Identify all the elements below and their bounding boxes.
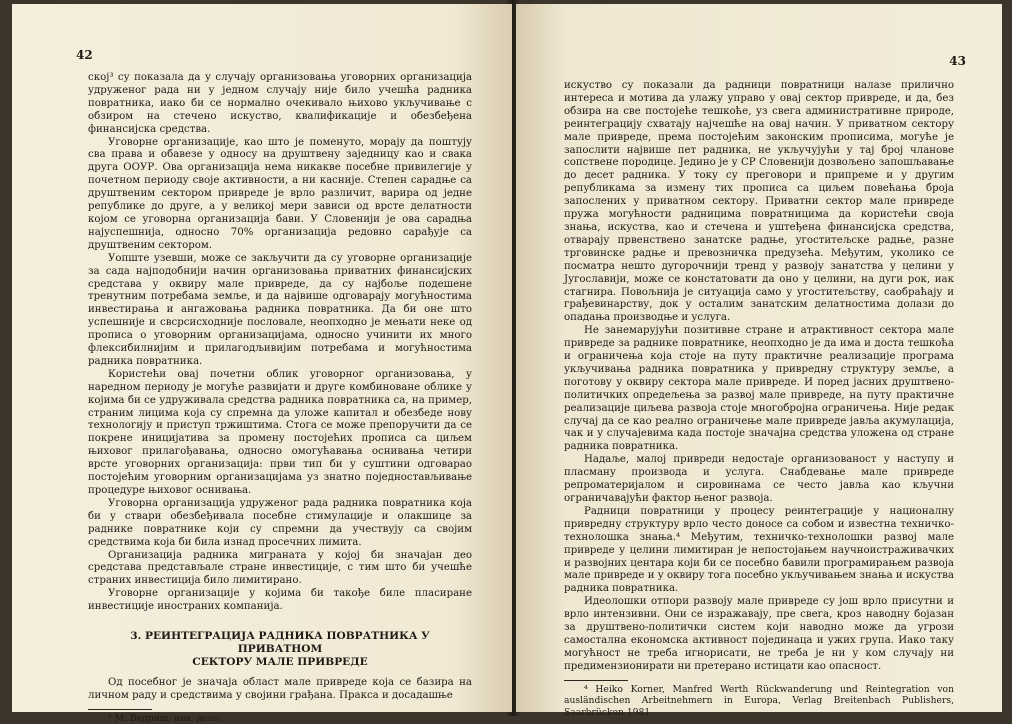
right-paragraph: искуство су показали да радници повратници налазе прилично интереса и мотива да улажу управо у овај сектор привреде, и да, без обзира на све постојеће тешкоће, уз свега административне природе, реинтеграцију схватају најчешће на овај начин. У приватном сектору мале привреде, према постојећим законским прописима, могуће је запослити највише пет радника, не укључујући у тај број чланове сопствене породице. Једино је у СР Словенији дозвољено запошљавање до десет радника. У току су преговори и припреме и у другим републикама за измену тих прописа са циљем повећања броја запослених у приватном сектору. Приватни сектор мале привреде пружа могућности радницима повратницима да користећи своја знања, искуства, као и стечена и уштеђена финансијска средства, отварају првенствено занатске радње, угоститељске радње, разне трговинске радње и превозничка предузећа. Међутим, уколико се посматра нешто дугорочнији тренд у развоју занатства у целини у Југославији, може се констатовати да оно у целини, на дуги рок, иак стагнира. Повољнија је ситуација само у угоститељству, саобраћају и грађевинарству, док у осталим занатским делатностима долази до опадања производње и услуга. [564, 80, 954, 324]
left-paragraph: Уговорна организација удруженог рада радника повратника која би у ствари обезбеђивала посебне стимулације и олакшице за раднике повратнике који су спремни да учествују са својим средствима која би била изнад просечних лимита. [88, 497, 472, 548]
right-footnote: ⁴ Heiko Korner, Manfred Werth Rückwanderung und Reintegration von ausländischen Arbeitnehmern in Europa, Verlag Breitenbach Publishers, Saarbrücken 1981. [564, 683, 954, 718]
right-paragraph: Идеолошки отпори развоју мале привреде су још врло присутни и врло интензивни. Они се изражавају, пре свега, кроз наводну бојазан за друштвено-политички систем који наводно може да угрози самостална економска активност појединаца и ужих група. Иако таку могућност не треба игнорисати, не треба је ни у ком случају ни предимензионирати ни претерано истицати као опасност. [564, 596, 954, 672]
right-paragraph: Радници повратници у процесу реинтеграције у националну привредну структуру врло често доносе са собом и известна техничко-технолошка знања.⁴ Међутим, техничко-технолошки развој мале привреде у целини лимитиран је непостојањем научноистраживачких и развојних центара који би се посебно бавили програмирањем развоја мале привреде и у оквиру тога посебно укључивањем знања и искуства радника повратника. [564, 505, 954, 595]
section-heading-line1: 3. РЕИНТЕГРАЦИЈА РАДНИКА ПОВРАТНИКА У ПРИВАТНОМ [130, 630, 430, 656]
right-paragraph: Надаље, малој привреди недостаје организованост у наступу и пласману производа и услуга. Снабдевање мале привреде репроматеријалом и сировинама се често јавља као кључни ограничавајући фактор њеног развоја. [564, 454, 954, 504]
left-paragraph: ској³ су показала да у случају организовања уговорних организација удруженог рада ни у једном случају није било учешћа радника повратника, иако би се нормално очекивало њихово укључивање с обзиром на стечено искуство, квалификације и обезбеђена финансијска средства. [88, 72, 472, 135]
right-paragraph: Не занемарујући позитивне стране и атрактивност сектора мале привреде за раднике повратнике, неопходно је да има и доста тешкоћа и ограничења која стоје на путу практичне реализације програма укључивања радника повратника у привредну структуру земље, а поготову у оквиру сектора мале привреде. И поред јасних друштвено-политичких опредељења за развој мале привреде, на путу практичне реализације циљева развоја стоје многобројна ограничења. Није редак случај да се као реално ограничење мале привреде јавља акумулација, чак и у случајевима када постоје значајна средства уложена од стране радника повратника. [564, 325, 954, 453]
left-paragraph: Користећи овај почетни облик уговорног организовања, у наредном периоду је могуће развијати и друге комбиноване облике у којима би се удруживала средства радника повратника са, на пример, страним лицима која су спремна да уложе капитал и обезбеде нову технологију и приступ тржиштима. Стога се може препоручити да се покрене иницијатива за промену постојећих прописа са циљем њиховог прилагођавања, односно омогућавања оснивања четири врсте уговорних организација: први тип би у суштини одговарао постојећим уговорним организацијама уз знатно поједностављивање процедуре њиховог оснивања. [88, 368, 472, 496]
footnote-rule [88, 709, 152, 710]
left-text-column [88, 72, 472, 724]
footnote-rule [564, 680, 628, 681]
section-heading-line2: СЕКТОРУ МАЛЕ ПРИВРЕДЕ [192, 656, 368, 669]
right-page-number: 43 [949, 54, 966, 68]
left-paragraph: Уопште узевши, може се закључити да су уговорне организације за сада најподобнији начин организовања приватних финансијских средстава у оквиру мале привреде, да су најбоље подешене тренутним потребама земље, и да највише одговарају могућностима инвестирања и ангажовања радника повратника. Да би оне што успешније и свсрсисходније пословале, неопходно је мењати неке од прописа о уговорним организацијама, односно учинити их много флексибилнијим и прилагодљивијим потребама и могућностима радника повратника. [88, 252, 472, 367]
left-footnote: ³ М. Ведриш, нав. дело. [108, 712, 223, 724]
left-page-number: 42 [76, 48, 93, 62]
left-paragraph: Организација радника миграната у којој би значајан део средстава представљале стране инвестиције, с тим што би учешће страних инвестиција било лимитирано. [88, 549, 472, 587]
left-paragraph: Уговорне организације у којима би такође биле пласиране инвестиције иностраних компанија. [88, 588, 472, 613]
right-page [516, 4, 1002, 718]
section-heading [88, 630, 472, 669]
left-closing-paragraph: Од посебног је значаја област мале привреде која се базира на личном раду и средствима у својини грађана. Пракса и досадашње [88, 677, 472, 701]
left-paragraph: Уговорне организације, као што је поменуто, морају да поштују сва права и обавезе у односу на друштвену заједницу као и свака друга ООУР. Ова организација нема никакве посебне привилегије у почетном периоду своје активности, а ни касније. Степен сарадње са друштвеним сектором привреде је врло различит, варира од једне републике до друге, а у великој мери зависи од врсте делатности којом се уговорна организација бави. У Словенији је ова сарадња најуспешнија, односно 70% организација редовно сарађује са друштвеним сектором. [88, 136, 472, 251]
left-page [12, 4, 512, 724]
right-text-column [564, 80, 954, 718]
